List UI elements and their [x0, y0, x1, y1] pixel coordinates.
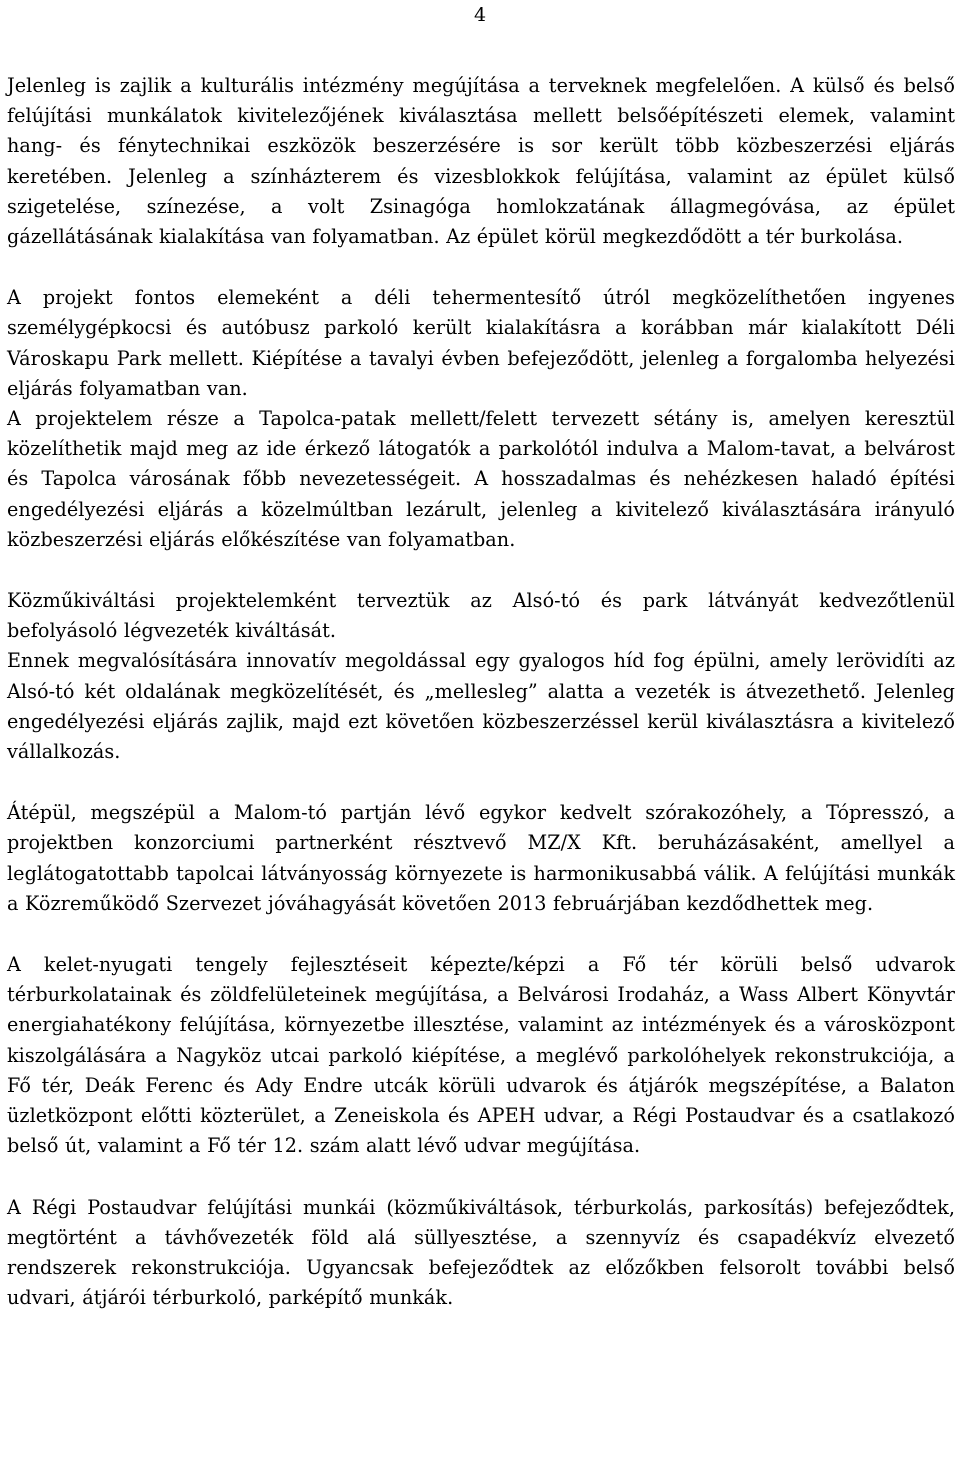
- page-number: 4: [474, 4, 487, 26]
- document-body: [7, 71, 955, 1313]
- paragraph-promenade: A projektelem része a Tapolca-patak mellett/felett tervezett sétány is, amelyen keresztül közelíthetik majd meg az ide érkező látogatók a parkolótól indulva a Malom-tavat, a belvárost és Tapolca városának főbb nevezetességeit. A hosszadalmas és nehézkesen haladó építési engedélyezési eljárás a közelmúltban lezárult, jelenleg a kivitelező kiválasztására irányuló közbeszerzési eljárás előkészítése van folyamatban.: [7, 407, 955, 551]
- paragraph-pedestrian-bridge: Ennek megvalósítására innovatív megoldással egy gyalogos híd fog épülni, amely lerövidíti az Alsó-tó két oldalának megközelítését, és „mellesleg” alatta a vezeték is átvezethető. Jelenleg engedélyezési eljárás zajlik, majd ezt követően közbeszerzéssel kerül kiválasztásra a kivitelező vállalkozás.: [7, 649, 955, 764]
- paragraph-utility-replacement: Közműkiváltási projektelemként terveztük az Alsó-tó és park látványát kedvezőtlenül befolyásoló légvezeték kiváltását.: [7, 589, 955, 643]
- paragraph-cultural-institution: Jelenleg is zajlik a kulturális intézmény megújítása a terveknek megfelelően. A külső és belső felújítási munkálatok kivitelezőjének kiválasztása mellett belsőépítészeti elemek, valamint hang- és fénytechnikai eszközök beszerzésére is sor került több közbeszerzési eljárás keretében. Jelenleg a színházterem és vizesblokkok felújítása, valamint az épület külső szigetelése, színezése, a volt Zsinagóga homlokzatának állagmegóvása, az épület gázellátásának kialakítása van folyamatban. Az épület körül megkezdődött a tér burkolása.: [7, 74, 955, 249]
- paragraph-old-post-yard: A Régi Postaudvar felújítási munkái (közműkiváltások, térburkolás, parkosítás) befejeződtek, megtörtént a távhővezeték föld alá süllyesztése, a szennyvíz és csapadékvíz elvezető rendszerek rekonstrukciója. Ugyancsak befejeződtek az előzőkben felsorolt további belső udvari, átjárói térburkoló, parképítő munkák.: [7, 1195, 955, 1310]
- paragraph-topresszo: Átépül, megszépül a Malom-tó partján lévő egykor kedvelt szórakozóhely, a Tópresszó, a projektben konzorciumi partnerként résztvevő MZ/X Kft. beruházásaként, amellyel a leglátogatottabb tapolcai látványosság környezete is harmonikusabbá válik. A felújítási munkák a Közreműködő Szervezet jóváhagyását követően 2013 februárjában kezdődhettek meg.: [7, 801, 955, 915]
- paragraph-parking: A projekt fontos elemeként a déli tehermentesítő útról megközelíthetően ingyenes személygépkocsi és autóbusz parkoló került kialakításra a korábban már kialakított Déli Városkapu Park mellett. Kiépítése a tavalyi évben befejeződött, jelenleg a forgalomba helyezési eljárás folyamatban van.: [7, 286, 955, 400]
- paragraph-east-west-axis: A kelet-nyugati tengely fejlesztéseit képezte/képzi a Fő tér körüli belső udvarok térburkolatainak és zöldfelületeinek megújítása, a Belvárosi Irodaház, a Wass Albert Könyvtár energiahatékony felújítása, környezetbe illesztése, valamint az intézmények és a városközpont kiszolgálására a Nagyköz utcai parkoló kiépítése, a meglévő parkolóhelyek rekonstrukciója, a Fő tér, Deák Ferenc és Ady Endre utcák körüli udvarok és átjárók megszépítése, a Balaton üzletközpont előtti közterület, a Zeneiskola és APEH udvar, a Régi Postaudvar és a csatlakozó belső út, valamint a Fő tér 12. szám alatt lévő udvar megújítása.: [7, 953, 955, 1158]
